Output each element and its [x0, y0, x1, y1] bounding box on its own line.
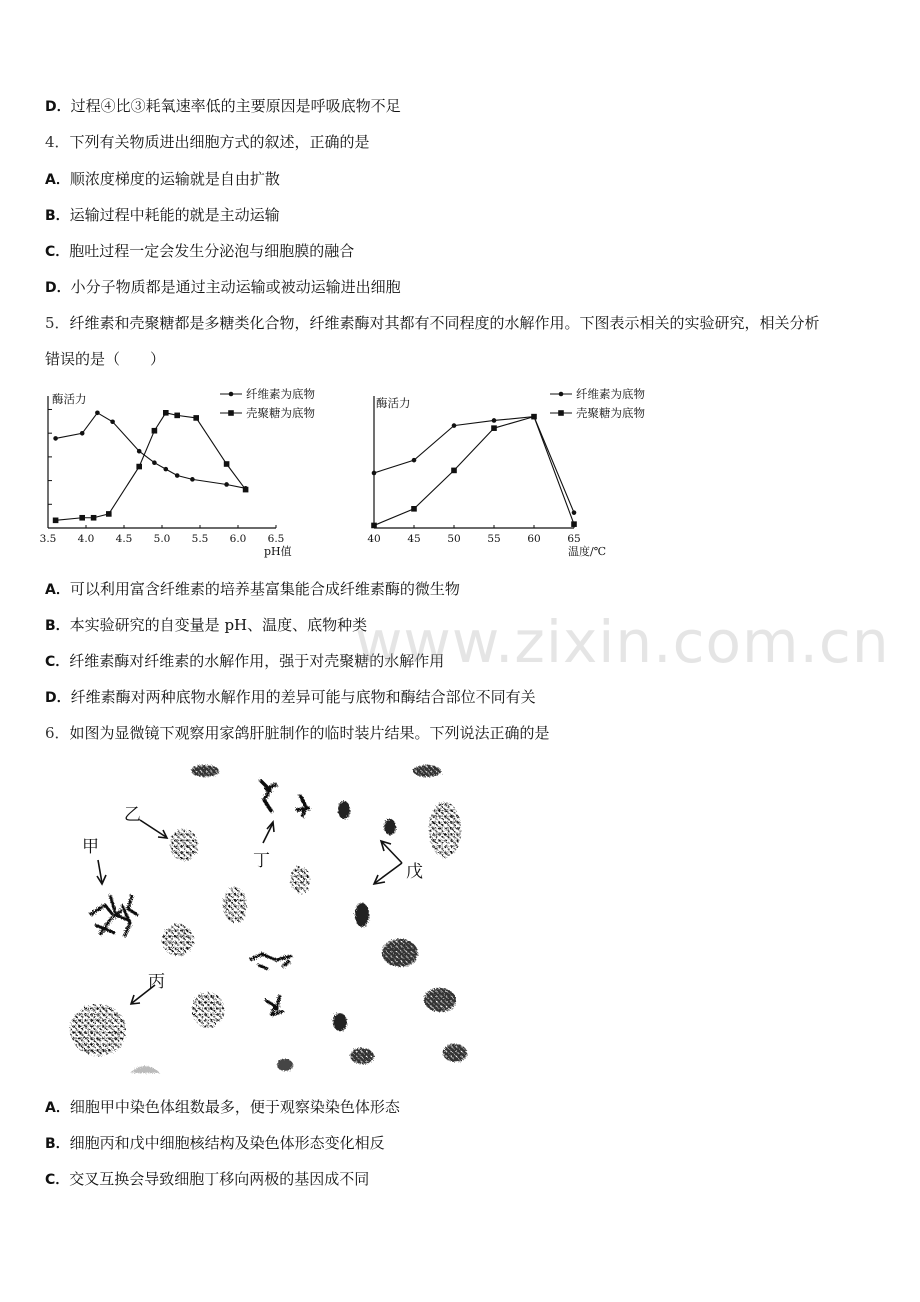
- cell-nucleus: [290, 866, 310, 894]
- label-jia: 甲: [82, 837, 99, 857]
- label-bing: 丙: [148, 972, 165, 992]
- legend-label: 壳聚糖为底物: [576, 406, 645, 420]
- arrow-wu-up: [382, 842, 402, 863]
- option-label: C．: [45, 654, 70, 670]
- data-point: [492, 418, 497, 423]
- option-text: 顺浓度梯度的运输就是自由扩散: [69, 170, 280, 188]
- arrow-yi: [140, 820, 166, 837]
- question-number: 4．: [45, 133, 70, 151]
- q5-stem-cont: [45, 349, 165, 369]
- q6-stem: [45, 723, 550, 743]
- q5-option-a: [45, 579, 460, 600]
- data-point: [110, 419, 115, 424]
- q6-option-a: [45, 1097, 400, 1118]
- data-point: [193, 415, 199, 421]
- question-text: 如图为显微镜下观察用家鸽肝脏制作的临时装片结果。下列说法正确的是: [69, 724, 550, 742]
- cell-bing: [70, 1004, 126, 1056]
- data-point: [190, 477, 195, 482]
- data-point: [224, 482, 229, 487]
- option-label: A．: [45, 1100, 70, 1116]
- option-label: A．: [45, 172, 70, 188]
- legend-label: 纤维素为底物: [246, 387, 315, 401]
- question-number: 6．: [45, 724, 70, 742]
- data-point: [451, 468, 457, 474]
- cell-nucleus: [424, 988, 456, 1012]
- option-label: A．: [45, 582, 70, 598]
- x-axis-label: 温度/℃: [568, 545, 607, 558]
- series-line-1: [56, 413, 246, 521]
- data-point: [136, 464, 142, 470]
- cell-nucleus: [382, 939, 418, 967]
- option-text: 运输过程中耗能的就是主动运输: [69, 206, 280, 224]
- data-point: [152, 460, 157, 465]
- data-point: [175, 473, 180, 478]
- legend-marker: [558, 410, 564, 416]
- q4-option-c: [45, 241, 354, 262]
- chart-ph: [40, 383, 340, 563]
- y-axis-label: 酶活力: [52, 392, 87, 406]
- option-text: 小分子物质都是通过主动运输或被动运输进出细胞: [70, 278, 401, 296]
- data-point: [371, 523, 377, 529]
- cell-nucleus: [443, 1044, 467, 1062]
- option-text: 纤维素酶对纤维素的水解作用，强于对壳聚糖的水解作用: [69, 652, 445, 670]
- x-tick-label: 65: [567, 533, 581, 545]
- label-yi: 乙: [124, 805, 141, 825]
- data-point: [163, 410, 169, 416]
- x-tick-label: 45: [407, 533, 421, 545]
- label-ding: 丁: [253, 851, 270, 871]
- data-point: [80, 431, 85, 436]
- legend-label: 壳聚糖为底物: [246, 406, 315, 420]
- q5-stem: [45, 313, 820, 333]
- option-label: D．: [45, 99, 71, 115]
- legend-marker: [559, 392, 564, 397]
- option-text: 纤维素酶对两种底物水解作用的差异可能与底物和酶结合部位不同有关: [70, 688, 536, 706]
- data-point: [412, 458, 417, 463]
- q5-option-d: [45, 687, 536, 708]
- option-label: D．: [45, 690, 71, 706]
- question-text-cont: 错误的是（ ）: [45, 350, 166, 368]
- question-text: 下列有关物质进出细胞方式的叙述，正确的是: [69, 133, 370, 151]
- q4-stem: [45, 132, 370, 152]
- data-point: [106, 511, 112, 517]
- cell-nucleus: [162, 924, 194, 956]
- cell-jia-chromosomes: [90, 895, 138, 937]
- y-axis-label: 酶活力: [376, 396, 411, 410]
- cell-wu: [429, 802, 461, 858]
- q4-option-b: [45, 205, 280, 226]
- x-tick-label: 4.0: [77, 533, 95, 545]
- question-number: 5．: [45, 314, 70, 332]
- data-point: [372, 471, 377, 476]
- data-point: [243, 487, 249, 493]
- q4-option-d: [45, 277, 401, 298]
- cell-fragment: [130, 1066, 160, 1073]
- option-text: 本实验研究的自变量是 pH、温度、底物种类: [69, 616, 368, 634]
- q3-option-d: [45, 96, 401, 117]
- cell-nucleus: [192, 992, 224, 1028]
- cell-nucleus: [413, 765, 441, 777]
- data-point: [137, 449, 142, 454]
- chart-temperature: [362, 383, 672, 563]
- option-text: 可以利用富含纤维素的培养基富集能合成纤维素酶的微生物: [69, 580, 460, 598]
- x-tick-label: 4.5: [115, 533, 133, 545]
- label-wu: 戊: [406, 862, 423, 882]
- q6-option-b: [45, 1133, 385, 1154]
- option-text: 过程④比③耗氧速率低的主要原因是呼吸底物不足: [70, 97, 401, 115]
- option-text: 交叉互换会导致细胞丁移向两极的基因成不同: [69, 1170, 370, 1188]
- x-tick-label: 40: [367, 533, 381, 545]
- x-tick-label: 5.0: [153, 533, 171, 545]
- data-point: [164, 467, 169, 472]
- data-point: [452, 423, 457, 428]
- option-label: B．: [45, 208, 70, 224]
- legend-label: 纤维素为底物: [576, 387, 645, 401]
- x-tick-label: 5.5: [191, 533, 209, 545]
- data-point: [491, 425, 497, 431]
- option-text: 胞吐过程一定会发生分泌泡与细胞膜的融合: [69, 242, 355, 260]
- option-text: 细胞丙和戊中细胞核结构及染色体形态变化相反: [69, 1134, 385, 1152]
- legend-marker: [228, 410, 234, 416]
- x-tick-label: 3.5: [40, 533, 57, 545]
- option-label: B．: [45, 618, 70, 634]
- cell-chromosomes: [250, 954, 292, 969]
- data-point: [53, 436, 58, 441]
- option-label: B．: [45, 1136, 70, 1152]
- series-line-0: [374, 417, 574, 513]
- option-text: 细胞甲中染色体组数最多，便于观察染染色体形态: [69, 1098, 400, 1116]
- cell-nucleus: [191, 765, 219, 777]
- data-point: [174, 413, 180, 419]
- cell-chromosomes: [265, 995, 284, 1016]
- data-point: [411, 506, 417, 512]
- cell-ding-chromosomes: [260, 780, 310, 817]
- cell-nucleus: [355, 903, 369, 927]
- x-tick-label: 6.0: [229, 533, 247, 545]
- x-tick-label: 6.5: [267, 533, 285, 545]
- cell-nucleus: [223, 887, 247, 923]
- data-point: [79, 515, 85, 521]
- cell-nucleus: [384, 819, 396, 835]
- data-point: [571, 521, 577, 527]
- x-axis-label: pH值: [264, 545, 292, 558]
- x-tick-label: 55: [487, 533, 501, 545]
- option-label: C．: [45, 244, 70, 260]
- cell-nucleus: [338, 801, 350, 819]
- data-point: [572, 510, 577, 515]
- series-line-1: [374, 417, 574, 526]
- q5-option-b: [45, 615, 367, 636]
- legend-marker: [229, 392, 234, 397]
- arrow-ding: [263, 823, 273, 843]
- option-label: D．: [45, 280, 71, 296]
- cell-nucleus: [350, 1048, 374, 1064]
- q6-option-c: [45, 1169, 369, 1190]
- data-point: [224, 461, 230, 467]
- cell-yi: [170, 829, 198, 861]
- data-point: [53, 518, 59, 524]
- cell-nucleus: [277, 1059, 293, 1071]
- watermark: www.zixin.com.cn: [355, 608, 890, 676]
- data-point: [531, 414, 537, 420]
- data-point: [152, 428, 158, 434]
- data-point: [95, 411, 100, 416]
- x-tick-label: 50: [447, 533, 461, 545]
- q4-option-a: [45, 169, 280, 190]
- arrow-wu-down: [375, 863, 402, 883]
- question-text: 纤维素和壳聚糖都是多糖类化合物，纤维素酶对其都有不同程度的水解作用。下图表示相关的实验研究，相关分析: [69, 314, 820, 332]
- option-label: C．: [45, 1172, 70, 1188]
- x-tick-label: 60: [527, 533, 541, 545]
- cell-nucleus: [333, 1013, 347, 1031]
- data-point: [91, 515, 97, 521]
- micrograph: [60, 755, 480, 1075]
